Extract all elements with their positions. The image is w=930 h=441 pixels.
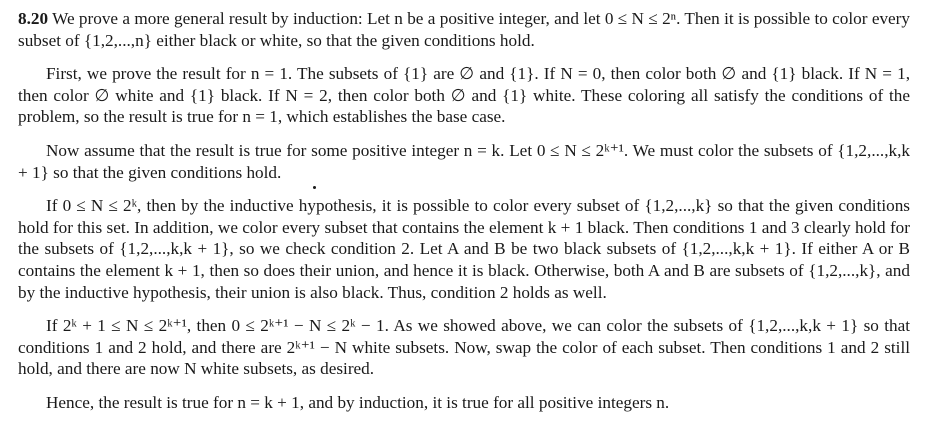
base-case-paragraph: First, we prove the result for n = 1. The subsets of {1} are ∅ and {1}. If N = 0, then color both ∅ and {1} black. If N = 1, then color ∅ white and {1} black. If N = 2, then color both ∅ and {1} white. These coloring all satisfy the conditions of the problem, so the result is true for n = 1, which establishes the base case. [18,64,910,127]
intro-paragraph [18,8,910,51]
intro-text: We prove a more general result by induction: Let n be a positive integer, and let 0 ≤ N ≤ 2ⁿ. Then it is possible to color every subset of {1,2,...,n} either black or white, so that the given conditions hold. [18,9,910,50]
stray-mark [313,186,316,189]
case-two-paragraph: If 2ᵏ + 1 ≤ N ≤ 2ᵏ⁺¹, then 0 ≤ 2ᵏ⁺¹ − N ≤ 2ᵏ − 1. As we showed above, we can color the subsets of {1,2,...,k,k + 1} so that conditions 1 and 2 hold, and there are 2ᵏ⁺¹ − N white subsets. Now, swap the color of each subset. Then conditions 1 and 2 still hold, and there are now N white subsets, as desired. [18,316,910,379]
inductive-assumption-paragraph: Now assume that the result is true for some positive integer n = k. Let 0 ≤ N ≤ 2ᵏ⁺¹. We must color the subsets of {1,2,...,k,k + 1} so that the given conditions hold. [18,140,910,182]
solution-page [18,8,910,414]
problem-number: 8.20 [18,9,49,28]
case-one-paragraph: If 0 ≤ N ≤ 2ᵏ, then by the inductive hypothesis, it is possible to color every subset of {1,2,...,k} so that the given conditions hold for this set. In addition, we color every subset that contains the element k + 1 black. Then conditions 1 and 3 clearly hold for the subsets of {1,2,...,k,k + 1}, so we check condition 2. Let A and B be two black subsets of {1,2,...,k,k + 1}. If either A or B contains the element k + 1, then so does their union, and hence it is black. Otherwise, both A and B are subsets of {1,2,...,k}, and by the inductive hypothesis, their union is also black. Thus, condition 2 holds as well. [18,196,910,302]
conclusion-paragraph: Hence, the result is true for n = k + 1, and by induction, it is true for all positive integers n. [46,392,670,412]
